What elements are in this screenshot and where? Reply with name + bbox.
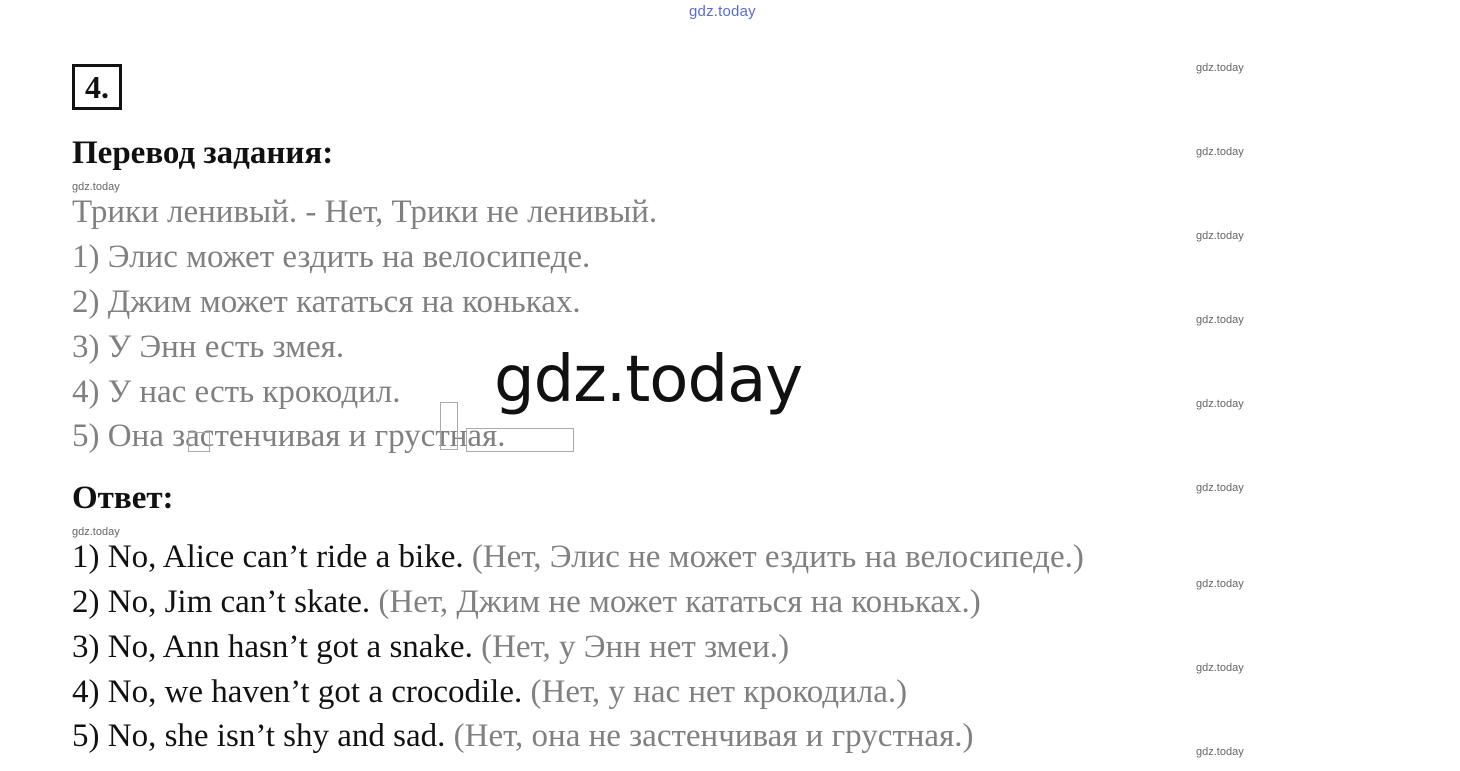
watermark-small: gdz.today [1196,230,1244,242]
task-heading: Перевод задания: [72,135,334,171]
answer-heading: Ответ: [72,480,174,516]
answer-russian: (Нет, Элис не может ездить на велосипеде.) [471,539,1084,575]
scan-artifact [466,428,574,452]
watermark-big: gdz.today [494,343,803,417]
answer-english: 3) No, Ann hasn’t got a snake. [72,629,473,665]
task-line: 5) Она застенчивая и грустная. [72,418,506,454]
task-line: 1) Элис может ездить на велосипеде. [72,239,591,275]
answer-russian: (Нет, она не застенчивая и грустная.) [453,718,974,754]
watermark-small: gdz.today [1196,482,1244,494]
answer-line [72,720,974,753]
watermark-small: gdz.today [1196,146,1244,158]
answer-line [72,631,789,664]
scan-artifact [440,402,458,450]
answer-english: 5) No, she isn’t shy and sad. [72,718,446,754]
task-number-box: 4. [72,64,122,110]
watermark-top: gdz.today [689,3,756,20]
answer-russian: (Нет, у Энн нет змеи.) [481,629,790,665]
answer-line [72,586,981,619]
answer-russian: (Нет, Джим не может кататься на коньках.) [378,584,981,620]
answer-english: 1) No, Alice can’t ride a bike. [72,539,464,575]
answer-russian: (Нет, у нас нет крокодила.) [530,674,908,710]
answer-line [72,541,1084,574]
task-line: 4) У нас есть крокодил. [72,374,401,410]
task-line: 2) Джим может кататься на коньках. [72,284,581,320]
task-line: Трики ленивый. - Нет, Трики не ленивый. [72,194,658,230]
watermark-small: gdz.today [1196,314,1244,326]
watermark-small: gdz.today [1196,662,1244,674]
watermark-small: gdz.today [1196,62,1244,74]
task-line: 3) У Энн есть змея. [72,329,345,365]
answer-english: 4) No, we haven’t got a crocodile. [72,674,523,710]
scan-artifact [188,432,210,452]
watermark-small: gdz.today [72,181,120,193]
answer-line [72,676,907,709]
watermark-small: gdz.today [1196,746,1244,758]
watermark-small: gdz.today [1196,578,1244,590]
answer-english: 2) No, Jim can’t skate. [72,584,371,620]
watermark-small: gdz.today [1196,398,1244,410]
watermark-small: gdz.today [72,526,120,538]
